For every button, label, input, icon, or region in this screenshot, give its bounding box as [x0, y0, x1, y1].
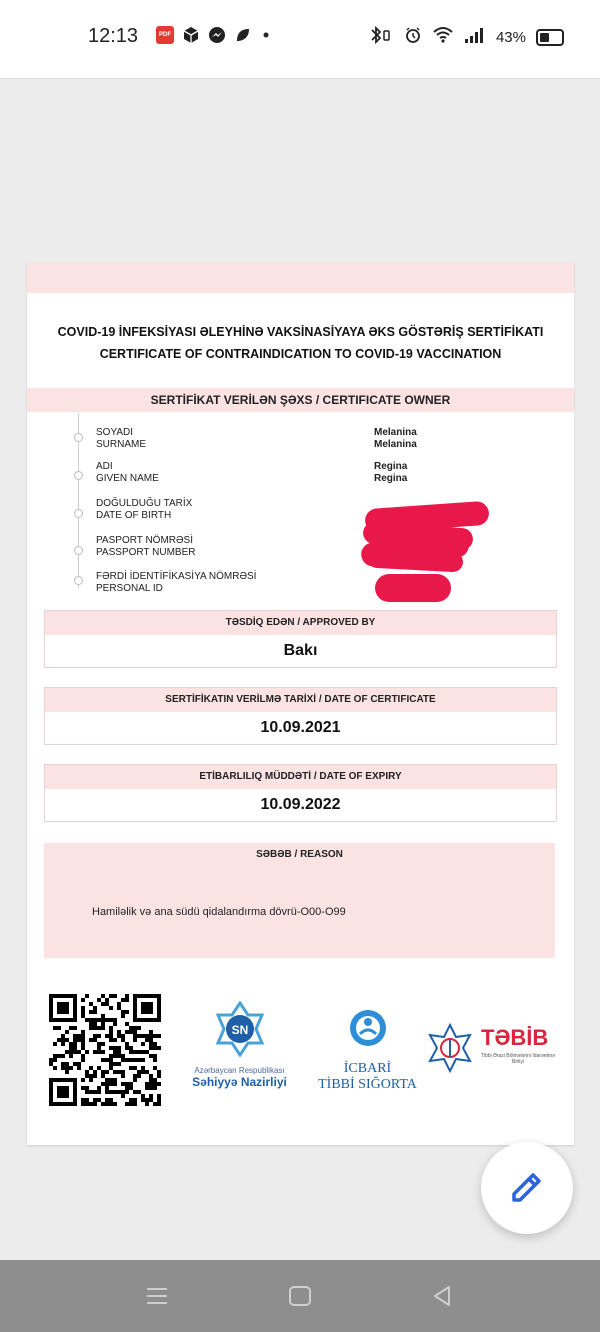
personal-id-label-en: PERSONAL ID	[96, 583, 163, 594]
surname-label	[96, 427, 146, 451]
pdf-icon: PDF	[156, 26, 174, 44]
insurance-line2: TİBBİ SIĞORTA	[318, 1077, 417, 1092]
given-name-label	[96, 461, 159, 485]
given-name-label-en: GIVEN NAME	[96, 473, 159, 484]
passport-number-label	[96, 535, 195, 559]
reason-box	[44, 843, 555, 958]
wifi-icon	[432, 26, 454, 48]
surname-value-en: Melanina	[374, 439, 417, 450]
timeline-dot	[74, 509, 83, 518]
date-of-birth-label	[96, 498, 192, 522]
tebib-subtitle: Tibbi Ərazi Bölmələrini İdarəetmə Birliyi	[481, 1053, 555, 1065]
surname-value	[374, 427, 417, 451]
back-icon[interactable]	[427, 1280, 459, 1312]
home-icon[interactable]	[284, 1280, 316, 1312]
compulsory-medical-insurance-logo	[305, 1008, 430, 1093]
date-of-certificate-value: 10.09.2021	[260, 719, 341, 736]
surname-label-az: SOYADI	[96, 427, 134, 438]
messenger-icon	[208, 26, 226, 44]
certificate-title-en: CERTIFICATE OF CONTRAINDICATION TO COVID-19 VACCINATION	[99, 347, 502, 361]
more-notifications-dot-icon	[260, 26, 278, 44]
certificate-title-az: COVID-19 İNFEKSİYASI ƏLEYHİNƏ VAKSİNASİYAYA ƏKS GÖSTƏRİŞ SERTİFİKATI	[57, 325, 544, 339]
approved-by-value: Bakı	[283, 642, 318, 659]
ministry-badge-text: SN	[231, 1023, 248, 1037]
box-app-icon	[182, 26, 200, 44]
insurance-line1: İCBARİ	[343, 1061, 392, 1076]
tebib-title: TƏBİB	[481, 1025, 549, 1050]
status-bar	[0, 0, 600, 79]
timeline-dot	[74, 546, 83, 555]
leaf-app-icon	[234, 26, 252, 44]
timeline-dot	[74, 433, 83, 442]
system-status	[368, 26, 564, 48]
ministry-of-health-logo	[182, 1001, 297, 1089]
approved-by-box	[44, 610, 557, 668]
surname-label-en: SURNAME	[96, 439, 147, 450]
surname-value-az: Melanina	[374, 427, 417, 438]
status-time: 12:13	[88, 25, 139, 47]
certificate-top-band	[27, 263, 574, 293]
pencil-icon	[481, 1142, 573, 1234]
reason-header: SƏBƏB / REASON	[256, 849, 343, 860]
redaction-mark	[367, 548, 464, 573]
date-of-birth-label-az: DOĞULDUĞU TARİX	[96, 498, 193, 509]
passport-number-label-az: PASPORT NÖMRƏSİ	[96, 535, 193, 546]
timeline-dot	[74, 576, 83, 585]
edit-fab-button[interactable]	[481, 1142, 573, 1234]
given-name-value-az: Regina	[374, 461, 408, 472]
alarm-icon	[404, 26, 422, 48]
date-of-birth-label-en: DATE OF BIRTH	[96, 510, 172, 521]
reason-value: Hamiləlik və ana südü qidalandırma dövrü-O00-O99	[92, 906, 346, 918]
ministry-country-text: Azərbaycan Respublikası	[194, 1066, 285, 1075]
tebib-emblem-icon	[425, 1023, 475, 1073]
battery-percent: 43%	[495, 28, 526, 46]
signal-icon	[464, 26, 486, 48]
system-navigation-bar	[0, 1260, 600, 1332]
date-of-certificate-header: SERTİFİKATIN VERİLMƏ TARİXİ / DATE OF CERTIFICATE	[45, 688, 556, 712]
personal-id-label-az: FƏRDİ İDENTİFİKASİYA NÖMRƏSİ	[96, 571, 257, 582]
given-name-label-az: ADI	[96, 461, 113, 472]
insurance-emblem-icon	[348, 1008, 388, 1052]
date-of-expiry-box	[44, 764, 557, 822]
date-of-expiry-value: 10.09.2022	[260, 796, 341, 813]
redaction-mark	[375, 574, 451, 602]
approved-by-header: TƏSDİQ EDƏN / APPROVED BY	[45, 611, 556, 635]
notification-icons	[156, 26, 278, 44]
passport-number-label-en: PASSPORT NUMBER	[96, 547, 196, 558]
qr-code	[49, 994, 161, 1106]
menu-icon[interactable]	[141, 1280, 173, 1312]
timeline-dot	[74, 471, 83, 480]
given-name-value	[374, 461, 407, 485]
battery-icon	[536, 29, 564, 46]
given-name-value-en: Regina	[374, 473, 408, 484]
personal-id-label	[96, 571, 256, 595]
date-of-expiry-header: ETİBARLILIQ MÜDDƏTİ / DATE OF EXPIRY	[45, 765, 556, 789]
owner-section-header: SERTİFİKAT VERİLƏN ŞƏXS / CERTIFICATE OWNER	[27, 388, 574, 412]
bluetooth-vibrate-icon	[368, 26, 394, 48]
certificate-card	[27, 263, 574, 1145]
date-of-certificate-box	[44, 687, 557, 745]
ministry-emblem-icon	[212, 1001, 268, 1057]
ministry-name-text: Səhiyyə Nazirliyi	[192, 1075, 287, 1089]
